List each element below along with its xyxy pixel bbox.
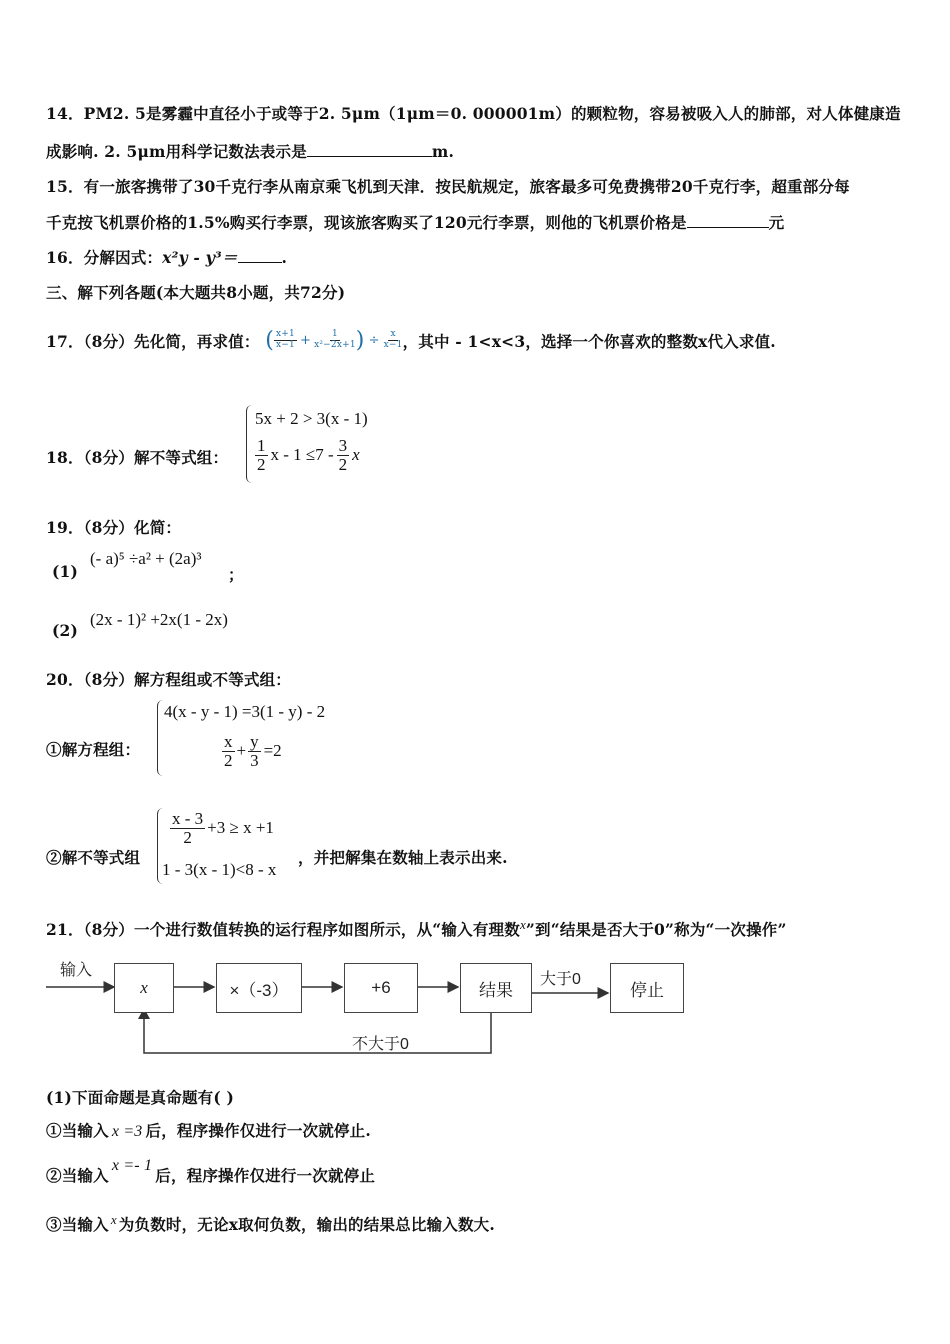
q20-label: 20．（8分）解方程组或不等式组： [46, 670, 292, 689]
q15-unit: 元 [768, 213, 785, 232]
q21-line [46, 917, 787, 940]
flow-box-x: x [114, 963, 174, 1013]
flow-box-result: 结果 [460, 963, 532, 1013]
q19-label: 19．（8分）化简： [46, 518, 182, 537]
q14-text: 成影响. 2. 5μm用科学记数法表示是 [46, 142, 307, 161]
q17-frac-a: $\frac{x+1}{x-1}$ [276, 329, 295, 350]
q19-part1-end: ； [228, 565, 244, 584]
q16-text: 16．分解因式： [46, 248, 163, 267]
q16-expr: x²y - y³＝ [162, 248, 238, 267]
section-title: 三、解下列各题(本大题共8小题，共72分) [46, 283, 346, 302]
q15-answer-blank[interactable] [687, 213, 769, 228]
q17-frac-c: $\frac{x}{x-1}$ [383, 329, 403, 350]
q15-line2 [46, 211, 784, 233]
flow-gt-label: 大于0 [540, 971, 581, 988]
s3-suffix: 为负数时，无论x取何负数，输出的结果总比输入数大. [118, 1215, 495, 1235]
s1-expr: x =3 [111, 1123, 143, 1140]
q16-answer-blank[interactable] [238, 248, 282, 263]
q21-statement3 [46, 1212, 495, 1235]
flowchart [44, 955, 704, 1060]
q14-unit: m. [431, 142, 455, 161]
q20-part2-row1: $\frac{x - 3}{2}$ +3 ≥ x +1 [172, 809, 274, 847]
q20-part1-brace [157, 700, 164, 776]
q14-line1: 14．PM2. 5是雾霾中直径小于或等于2. 5μm（1μm＝0. 000001m）的颗粒物，容易被吸入人的肺部，对人体健康造 [46, 104, 901, 123]
q15-text: 千克按飞机票价格的1.5%购买行李票，现该旅客购买了120元行李票，则他的飞机票价格是 [46, 213, 687, 232]
q19-part1-expr: (- a)⁵ ÷a² + (2a)³ [90, 549, 202, 568]
q17-text: 17．（8分）先化简，再求值： [46, 332, 260, 351]
s2-expr: x =- 1 [111, 1157, 153, 1174]
q19-part1-label: (1) [52, 562, 79, 581]
flow-box-stop: 停止 [610, 963, 684, 1013]
q21-sub1: (1)下面命题是真命题有( ) [46, 1088, 235, 1107]
q18-brace [246, 405, 253, 483]
s1-suffix: 后，程序操作仅进行一次就停止. [145, 1121, 371, 1140]
q18-row2: $\frac{1}{2}$ x - 1 ≤7 - $\frac{3}{2}$ x [257, 436, 360, 474]
flow-input-label: 输入 [60, 962, 93, 979]
flow-box-multiply: ×（-3） [216, 963, 302, 1013]
s3-prefix: ③当输入 [46, 1215, 109, 1235]
q17-expression: ( $\frac{x+1}{x-1}$ + $\frac{1}{\text{x²−2x+1}}$ ) ÷ $\frac{x}{x-1}$ [265, 327, 403, 353]
q16-line [46, 246, 287, 268]
flow-box-add: +6 [344, 963, 418, 1013]
q19-part2-label: (2) [52, 621, 79, 640]
flow-not-gt-label: 不大于0 [352, 1036, 409, 1053]
q18-row1: 5x + 2 > 3(x - 1) [255, 409, 368, 428]
q14-line2 [46, 140, 454, 162]
q19-part2-expr: (2x - 1)² +2x(1 - 2x) [90, 610, 228, 629]
s2-prefix: ②当输入 [46, 1166, 109, 1185]
q20-part2-label: ②解不等式组 [46, 848, 141, 867]
s2-suffix: 后，程序操作仅进行一次就停止 [155, 1166, 376, 1185]
q20-part1-label: ①解方程组： [46, 740, 141, 759]
q20-part2-row2: 1 - 3(x - 1)<8 - x [162, 860, 277, 879]
q17-frac-b: $\frac{1}{\text{x²−2x+1}}$ [314, 329, 356, 350]
q21-text: 21．（8分）一个进行数值转换的运行程序如图所示，从“输入有理数 [46, 920, 520, 940]
s1-prefix: ①当输入 [46, 1121, 109, 1140]
q17-line [46, 327, 776, 353]
q16-end: . [281, 248, 288, 267]
q21-statement1 [46, 1119, 371, 1141]
q20-part2-suffix: ，并把解集在数轴上表示出来. [298, 848, 508, 867]
s3-var: x [110, 1212, 117, 1227]
q17-condition: ，其中 - 1<x<3，选择一个你喜欢的整数x代入求值. [402, 332, 776, 351]
q14-answer-blank[interactable] [307, 142, 432, 157]
q21-var: x [519, 917, 526, 932]
q15-line1: 15．有一旅客携带了30千克行李从南京乘飞机到天津．按民航规定，旅客最多可免费携带20千克行李，超重部分每 [46, 177, 850, 196]
q21-text-end: ”到“结果是否大于0”称为“一次操作” [525, 920, 787, 940]
q20-part1-row2: $\frac{x}{2}$ + $\frac{y}{3}$ =2 [224, 732, 282, 770]
q21-statement2 [46, 1157, 376, 1186]
q18-label: 18．（8分）解不等式组： [46, 448, 229, 467]
q20-part1-row1: 4(x - y - 1) =3(1 - y) - 2 [164, 702, 326, 721]
